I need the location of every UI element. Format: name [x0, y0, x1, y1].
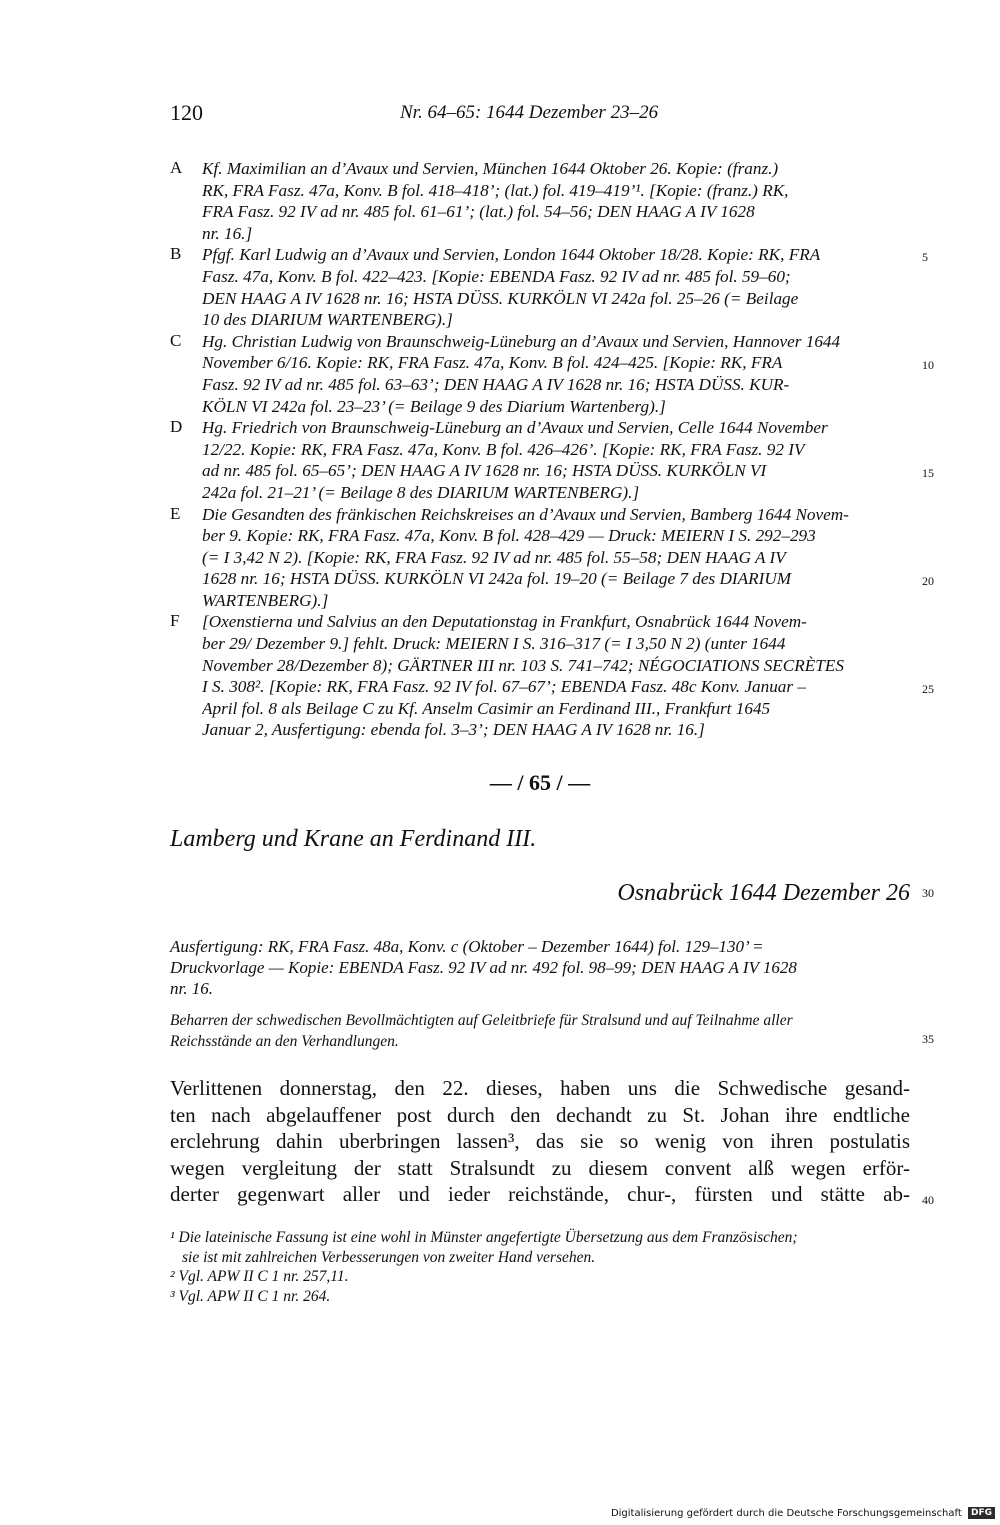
- ausfertigung-line: Druckvorlage — Kopie: EBENDA Fasz. 92 IV ad nr. 492 fol. 98–99; DEN HAAG A IV 1628: [170, 958, 797, 977]
- regest-summary: [170, 1010, 910, 1052]
- source-list: [170, 158, 910, 741]
- body-line: wegen vergleitung der statt Stralsundt zu diesem convent alß wegen erför-: [170, 1155, 910, 1180]
- line-number: 40: [922, 1193, 934, 1207]
- source-line: WARTENBERG).]: [202, 590, 329, 610]
- source-line: ber 9. Kopie: RK, FRA Fasz. 47a, Konv. B fol. 428–429 — Druck: MEIERN I S. 292–293: [202, 526, 816, 546]
- footnotes: [170, 1228, 910, 1306]
- source-line: November 28/Dezember 8); GÄRTNER III nr. 103 S. 741–742; NÉGOCIATIONS SECRÈTES: [202, 655, 844, 675]
- document-number: — / 65 / —: [489, 770, 591, 795]
- line-number: 25: [922, 682, 934, 696]
- body-line: derter gegenwart aller und ieder reichstände, chur-, fürsten und stätte ab-: [170, 1182, 910, 1206]
- document-title: Lamberg und Krane an Ferdinand III.: [170, 826, 537, 852]
- footnote: ² Vgl. APW II C 1 nr. 257,11.: [170, 1268, 349, 1285]
- source-line: KÖLN VI 242a fol. 23–23’ (= Beilage 9 des Diarium Wartenberg).]: [202, 396, 666, 416]
- source-line: April fol. 8 als Beilage C zu Kf. Anselm Casimir an Ferdinand III., Frankfurt 1645: [202, 698, 771, 718]
- line-number: 10: [922, 358, 934, 372]
- dfg-logo-icon: DFG: [968, 1507, 995, 1519]
- source-line: Hg. Christian Ludwig von Braunschweig-Lüneburg an d’Avaux und Servien, Hannover 1644: [202, 331, 841, 351]
- regest-line: Beharren der schwedischen Bevollmächtigten auf Geleitbriefe für Stralsund und auf Teilnahme aller: [170, 1012, 793, 1029]
- source-entry-c: [170, 331, 910, 417]
- line-number: 5: [922, 250, 928, 264]
- source-line: FRA Fasz. 92 IV ad nr. 485 fol. 61–61’; (lat.) fol. 54–56; DEN HAAG A IV 1628: [202, 202, 755, 222]
- footnote-continuation: sie ist mit zahlreichen Verbesserungen von zweiter Hand versehen.: [182, 1248, 596, 1266]
- source-line: November 6/16. Kopie: RK, FRA Fasz. 47a, Konv. B fol. 424–425. [Kopie: RK, FRA: [202, 353, 783, 373]
- source-line: ber 29/ Dezember 9.] fehlt. Druck: MEIERN I S. 316–317 (= I 3,50 N 2) (unter 1644: [202, 634, 786, 654]
- body-line: ten nach abgelauffener post durch den dechandt zu St. Johan ihre endtliche: [170, 1102, 910, 1127]
- footnote: ¹ Die lateinische Fassung ist eine wohl in Münster angefertigte Übersetzung aus dem Französischen;: [170, 1229, 798, 1246]
- source-line: DEN HAAG A IV 1628 nr. 16; HSTA DÜSS. KURKÖLN VI 242a fol. 25–26 (= Beilage: [202, 288, 799, 308]
- source-letter: A: [170, 158, 183, 177]
- source-line: Januar 2, Ausfertigung: ebenda fol. 3–3’; DEN HAAG A IV 1628 nr. 16.]: [202, 720, 705, 740]
- source-entry-f: [170, 611, 910, 741]
- funding-text: Digitalisierung gefördert durch die Deutsche Forschungsgemeinschaft: [610, 1508, 962, 1519]
- source-line: 1628 nr. 16; HSTA DÜSS. KURKÖLN VI 242a fol. 19–20 (= Beilage 7 des DIARIUM: [202, 569, 792, 589]
- page-header: [170, 100, 910, 130]
- source-line: Hg. Friedrich von Braunschweig-Lüneburg an d’Avaux und Servien, Celle 1644 November: [202, 418, 828, 438]
- line-number: 35: [922, 1032, 934, 1046]
- funding-footer: [600, 1507, 995, 1523]
- source-line: I S. 308². [Kopie: RK, FRA Fasz. 92 IV fol. 67–67’; EBENDA Fasz. 48c Konv. Januar –: [202, 677, 806, 697]
- source-line: Fasz. 92 IV ad nr. 485 fol. 63–63’; DEN HAAG A IV 1628 nr. 16; HSTA DÜSS. KUR-: [202, 374, 790, 394]
- source-letter: D: [170, 417, 183, 437]
- body-line: erclehrung dahin uberbringen lassen³, das sie so wenig von ihren postulatis: [170, 1129, 910, 1153]
- line-number: 20: [922, 574, 934, 588]
- source-entry-d: [170, 417, 910, 503]
- source-line: ad nr. 485 fol. 65–65’; DEN HAAG A IV 1628 nr. 16; HSTA DÜSS. KURKÖLN VI: [202, 461, 767, 481]
- source-line: 242a fol. 21–21’ (= Beilage 8 des DIARIUM WARTENBERG).]: [202, 482, 640, 502]
- source-letter: F: [170, 611, 180, 631]
- source-line: 12/22. Kopie: RK, FRA Fasz. 47a, Konv. B fol. 426–426’. [Kopie: RK, FRA Fasz. 92 IV: [202, 439, 805, 459]
- source-line: RK, FRA Fasz. 47a, Konv. B fol. 418–418’; (lat.) fol. 419–419’¹. [Kopie: (franz.) RK,: [202, 180, 789, 200]
- source-line: 10 des DIARIUM WARTENBERG).]: [202, 310, 453, 330]
- ausfertigung-line: Ausfertigung: RK, FRA Fasz. 48a, Konv. c (Oktober – Dezember 1644) fol. 129–130’ =: [170, 937, 764, 956]
- source-entry-e: [170, 504, 910, 612]
- body-line: Verlittenen donnerstag, den 22. dieses, haben uns die Schwedische gesand-: [170, 1076, 910, 1100]
- source-letter: C: [170, 330, 182, 350]
- source-line: Die Gesandten des fränkischen Reichskreises an d’Avaux und Servien, Bamberg 1644 Novem-: [202, 504, 849, 524]
- line-number: 15: [922, 466, 934, 480]
- source-letter: E: [170, 503, 181, 523]
- line-number: 30: [922, 886, 934, 900]
- source-line: nr. 16.]: [202, 223, 253, 243]
- source-entry-b: [170, 244, 910, 330]
- source-line: Fasz. 47a, Konv. B fol. 422–423. [Kopie: EBENDA Fasz. 92 IV ad nr. 485 fol. 59–60;: [202, 266, 791, 286]
- source-line: (= I 3,42 N 2). [Kopie: RK, FRA Fasz. 92 IV ad nr. 485 fol. 55–58; DEN HAAG A IV: [202, 547, 786, 567]
- document-place-date: Osnabrück 1644 Dezember 26: [617, 880, 910, 906]
- regest-line: Reichsstände an den Verhandlungen.: [170, 1033, 399, 1050]
- running-title: Nr. 64–65: 1644 Dezember 23–26: [400, 102, 659, 123]
- letter-body: [170, 1075, 910, 1208]
- ausfertigung-line: nr. 16.: [170, 979, 213, 998]
- source-entry-a: [170, 158, 910, 244]
- source-letter: B: [170, 244, 182, 264]
- footnote: ³ Vgl. APW II C 1 nr. 264.: [170, 1287, 331, 1305]
- source-line: Kf. Maximilian an d’Avaux und Servien, München 1644 Oktober 26. Kopie: (franz.): [202, 159, 779, 178]
- page-number: 120: [170, 100, 203, 125]
- source-line: Pfgf. Karl Ludwig an d’Avaux und Servien, London 1644 Oktober 18/28. Kopie: RK, FRA: [202, 245, 821, 265]
- ausfertigung-note: [170, 936, 910, 999]
- source-line: [Oxenstierna und Salvius an den Deputationstag in Frankfurt, Osnabrück 1644 Novem-: [202, 612, 807, 632]
